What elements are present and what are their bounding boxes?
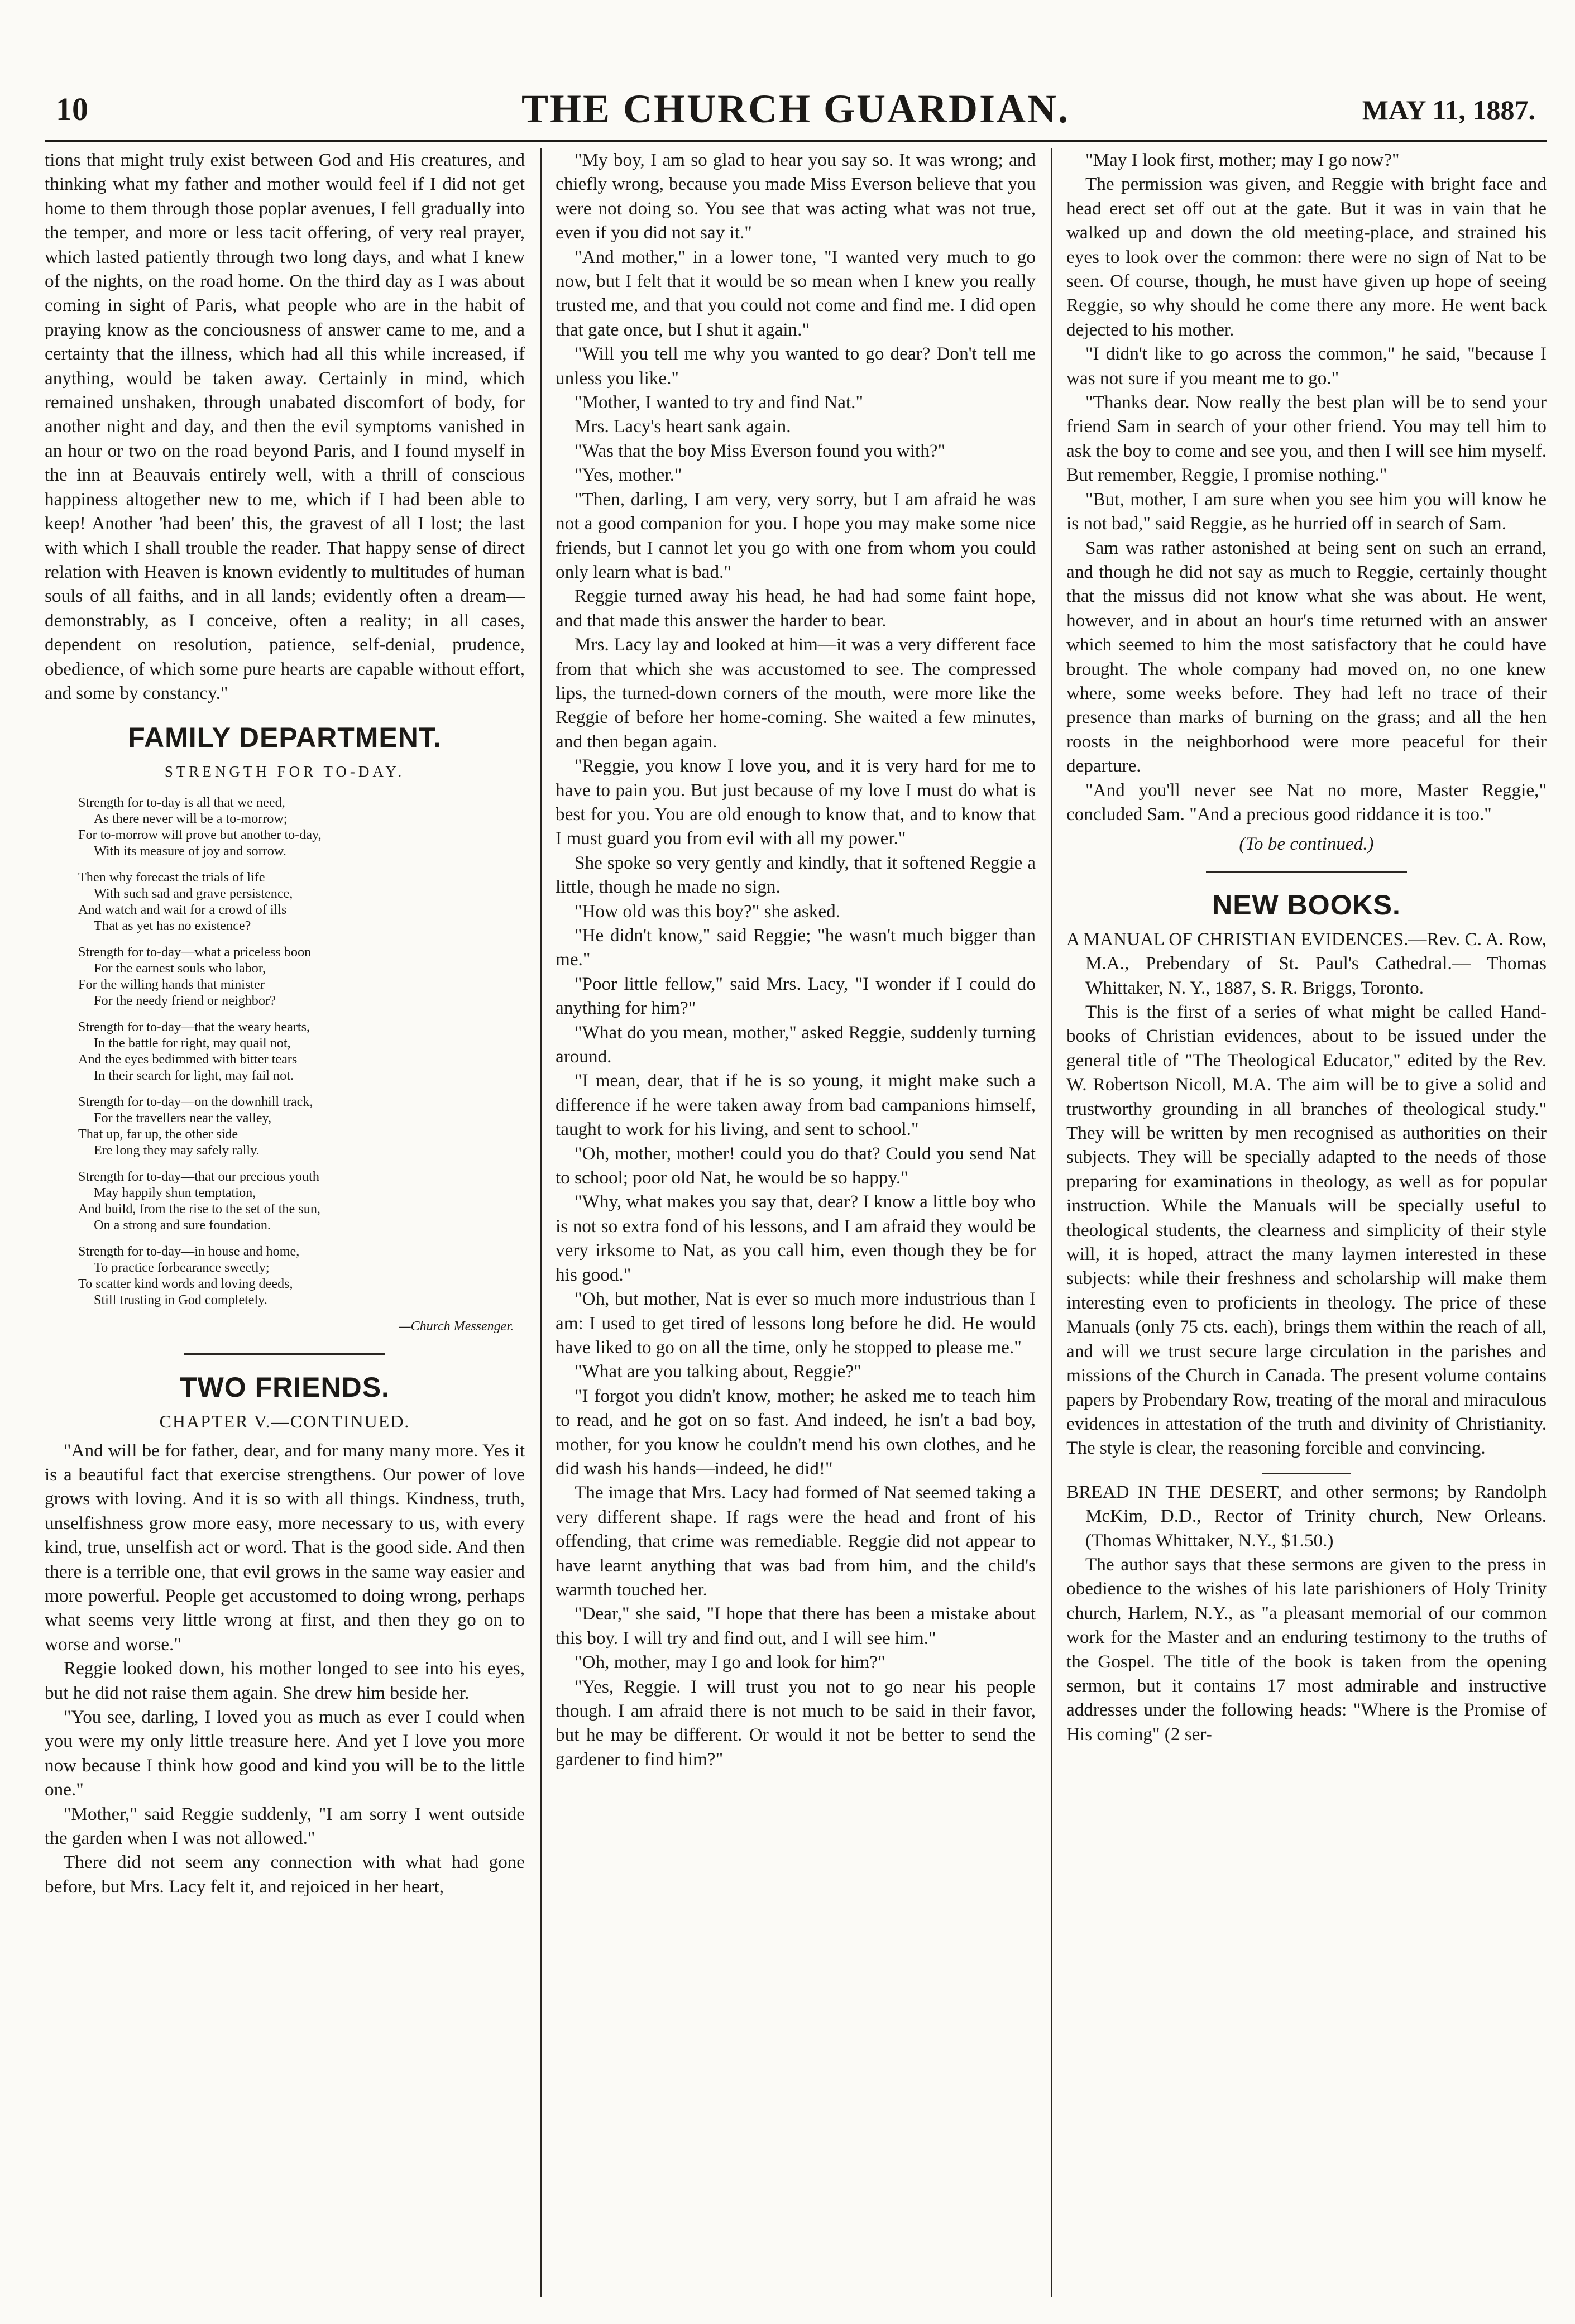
- story-paragraph: "What do you mean, mother," asked Reggie, suddenly turning around.: [556, 1022, 1036, 1067]
- poem-line: With its measure of joy and sorrow.: [94, 843, 286, 859]
- section-title-books: NEW BOOKS.: [1212, 889, 1401, 921]
- newspaper-page: [45, 78, 1547, 2306]
- book-entry: [1066, 1480, 1547, 1552]
- poem-line: Still trusting in God completely.: [94, 1292, 267, 1307]
- column-rule: [540, 148, 542, 2297]
- story-paragraph: "And you'll never see Nat no more, Master Reggie," concluded Sam. "And a precious good riddance it is too.": [1066, 779, 1547, 825]
- story-paragraph: "But, mother, I am sure when you see him you will know he is not bad," said Reggie, as he hurried off in search of Sam.: [1066, 488, 1547, 534]
- story-paragraph: "Will you tell me why you wanted to go dear? Don't tell me unless you like.": [556, 343, 1036, 389]
- story-paragraph: "Yes, Reggie. I will trust you not to go near his people though. I am afraid there is not much to be said in their favor, but he may be different. Or would it not be better to send the gardener to find him?": [556, 1676, 1036, 1770]
- article-paragraph: tions that might truly exist between God and His creatures, and thinking what my father and mother would feel if I did not get home to them through those poplar avenues, I fell gradually into the temper, and more or less tacit offering, of very real prayer, which lasted patiently through two long days, and what I knew of the nights, on the road home. On the third day as I was about coming in sight of Paris, what people who are in the habit of praying know as the conciousness of answer came to me, and a certainty that the illness, which had all this while increased, if anything, would be taken away. Certainly in mind, which remained unshaken, through unabated discomfort of body, for another night and day, and then the evil symptoms vanished in an hour or two on the road beyond Paris, and I found myself in the inn at Beauvais entirely well, with a thrill of conscious happiness altogether new to me, which if I had been able to keep! Another 'had been' this, the gravest of all I lost; the last with which I shall trouble the reader. That happy sense of direct relation with Heaven is known evidently to multitudes of human souls of all faiths, and in all lands; evidently often a dream—demonstrably, as I conceive, often a reality; in all cases, dependent on resolution, patience, self-denial, prudence, obedience, of which some pure hearts are capable without effort, and some by constancy.": [45, 150, 525, 703]
- poem-title: STRENGTH FOR TO-DAY.: [164, 763, 405, 780]
- story-paragraph: "May I look first, mother; may I go now?": [1085, 150, 1400, 170]
- story-paragraph: "Then, darling, I am very, very sorry, but I am afraid he was not a good companion for you. I hope you may make some nice friends, but I cannot let you go with one from whom you could only learn what is bad.": [556, 488, 1036, 582]
- story-paragraph: She spoke so very gently and kindly, that it softened Reggie a little, though he made no sign.: [556, 852, 1036, 898]
- story-paragraph: "Dear," she said, "I hope that there has been a mistake about this boy. I will try and find out, and I will see him.": [556, 1603, 1036, 1649]
- story-paragraph: "I didn't like to go across the common," he said, "because I was not sure if you meant me to go.": [1066, 343, 1547, 389]
- story-paragraph: "Poor little fellow," said Mrs. Lacy, "I wonder if I could do anything for him?": [556, 973, 1036, 1019]
- poem-line: And the eyes bedimmed with bitter tears: [78, 1051, 298, 1067]
- poem-line: Then why forecast the trials of life: [78, 869, 265, 885]
- issue-date: MAY 11, 1887.: [1362, 94, 1535, 126]
- poem-stanza: [78, 1243, 525, 1308]
- column-2: [556, 148, 1036, 2303]
- story-title: TWO FRIENDS.: [180, 1372, 390, 1403]
- story-paragraph: "He didn't know," said Reggie; "he wasn't much bigger than me.": [556, 925, 1036, 970]
- story-paragraph: "Mother, I wanted to try and find Nat.": [575, 392, 863, 413]
- book-review: This is the first of a series of what might be called Hand-books of Christian evidences, about to be issued under the general title of "The Theological Educator," edited by the Rev. W. Robertson Nicoll, M.A. The aim will be to give a solid and trustworthy grounding in all branches of theological study." They will be written by men recognised as authorities on their subjects. They will be specially adapted to the needs of those preparing for examinations in theology, as well as for popular instruction. While the Manuals will be specially useful to theological students, the clearness and simplicity of their style will, it is hoped, attract the many laymen interested in these subjects: while their freshness and scholarship will make them interesting even to proficients in theology. The price of these Manuals (only 75 cts. each), brings them within the reach of all, and will we trust secure large circulation in the parishes and missions of the Church in Canada. The present volume contains papers by Probendary Row, treating of the moral and miraculous evidences in attestation of the truth and divinity of Christianity. The style is clear, the reasoning forcible and convincing.: [1066, 1002, 1547, 1459]
- story-paragraph: "Was that the boy Miss Everson found you with?": [575, 440, 946, 461]
- story-paragraph: "I mean, dear, that if he is so young, it might make such a difference if he were taken away from bad campanions himself, taught to work for his living, and sent to school.": [556, 1070, 1036, 1140]
- poem-stanza: [78, 794, 525, 859]
- story-paragraph: "My boy, I am so glad to hear you say so. It was wrong; and chiefly wrong, because you made Miss Everson believe that you were not doing so. You see that was acting what was not true, even if you did not say it.": [556, 150, 1036, 243]
- story-paragraph: "How old was this boy?" she asked.: [575, 900, 840, 922]
- poem-line: For the willing hands that minister: [78, 976, 265, 992]
- story-paragraph: "I forgot you didn't know, mother; he asked me to teach him to read, and he got on so fast. And indeed, he isn't a bad boy, mother, for you know he couldn't mend his own clothes, and he did wash his hands—indeed, he did!": [556, 1385, 1036, 1479]
- poem-line: In their search for light, may fail not.: [94, 1067, 294, 1083]
- story-paragraph: "Why, what makes you say that, dear? I know a little boy who is not so extra fond of his lessons, and I am afraid they would be very irksome to Nat, as you call him, even though they be for his good.": [556, 1191, 1036, 1285]
- book-entry: [1066, 927, 1547, 1000]
- poem-line: Ere long they may safely rally.: [94, 1142, 260, 1158]
- poem-line: Strength for to-day—in house and home,: [78, 1243, 300, 1259]
- poem-line: And build, from the rise to the set of the sun,: [78, 1201, 320, 1216]
- poem-line: And watch and wait for a crowd of ills: [78, 902, 287, 917]
- poem-line: That up, far up, the other side: [78, 1126, 238, 1142]
- story-paragraph: Mrs. Lacy lay and looked at him—it was a very different face from that which she was accustomed to see. The compressed lips, the turned-down corners of the mouth, were more like the Reggie of before her home-coming. She waited a few minutes, and then began again.: [556, 634, 1036, 752]
- poem-line: As there never will be a to-morrow;: [94, 811, 288, 826]
- story-paragraph: "Oh, mother, mother! could you do that? Could you send Nat to school; poor old Nat, he would be so happy.": [556, 1143, 1036, 1189]
- story-paragraph: "You see, darling, I loved you as much as ever I could when you were my only little treasure here. And yet I love you more now because I think how good and kind you will be to the little one.": [45, 1707, 525, 1800]
- book-title: BREAD IN THE DESERT,: [1066, 1481, 1282, 1502]
- columns: [45, 148, 1547, 2303]
- poem-line: For to-morrow will prove but another to-day,: [78, 827, 322, 842]
- newspaper-title: THE CHURCH GUARDIAN.: [521, 87, 1070, 131]
- story-paragraph: "What are you talking about, Reggie?": [575, 1361, 861, 1382]
- poem: [78, 794, 525, 1308]
- story-paragraph: "Reggie, you know I love you, and it is very hard for me to have to pain you. But just because of my love I must do what is best for you. You are old enough to know that, and to know that I must guard you from evil with all my power.": [556, 755, 1036, 849]
- poem-line: Strength for to-day—that our precious youth: [78, 1168, 319, 1184]
- column-1: [45, 148, 525, 2303]
- divider: [1262, 1473, 1351, 1474]
- poem-line: For the needy friend or neighbor?: [94, 993, 276, 1008]
- story-paragraph: The permission was given, and Reggie with bright face and head erect set off out at the gate. But it was in vain that he walked up and down the old meeting-place, and strained his eyes to look over the common: there were no sign of Nat to be seen. Of course, though, he must have given up hope of seeing Reggie, so why should he come there any more. He went back dejected to his mother.: [1066, 174, 1547, 340]
- story-paragraph: Mrs. Lacy's heart sank again.: [575, 416, 791, 437]
- poem-stanza: [78, 869, 525, 934]
- book-info: —Rev. C. A. Row, M.A., Prebendary of St. Paul's Cathedral.— Thomas Whittaker, N. Y., 1887, S. R. Briggs, Toronto.: [1085, 928, 1547, 998]
- poem-line: For the travellers near the valley,: [94, 1110, 272, 1125]
- story-paragraph: Reggie looked down, his mother longed to see into his eyes, but he did not raise them again. She drew him beside her.: [45, 1658, 525, 1703]
- book-review: The author says that these sermons are given to the press in obedience to the wishes of his late parishioners of Holy Trinity church, Harlem, N.Y., as "a pleasant memorial of our common work for the Master and an enduring testimony to the truths of the Gospel. The title of the book is taken from the opening sermon, but it contains 17 most admirable and instructive addresses under the following heads: "Where is the Promise of His coming" (2 ser-: [1066, 1554, 1547, 1745]
- story-paragraph: "Oh, mother, may I go and look for him?": [575, 1652, 885, 1673]
- story-paragraph: Sam was rather astonished at being sent on such an errand, and though he did not say as much to Reggie, certainly thought that the missus did not know what she was about. He went, however, and in about an hour's time returned with an answer which seemed to him the most satisfactory that he could have brought. The whole company had moved on, no one knew where, some weeks before. They had left no trace of their presence than marks of burning on the grass; and all the hen roosts in the neighborhood were more peaceful for their departure.: [1066, 537, 1547, 777]
- story-paragraph: "Oh, but mother, Nat is ever so much more industrious than I am: I used to get tired of lessons long before he did. He would have liked to go on all the time, only he stopped to please me.": [556, 1288, 1036, 1358]
- story-paragraph: Reggie turned away his head, he had had some faint hope, and that made this answer the harder to bear.: [556, 586, 1036, 631]
- poem-stanza: [78, 944, 525, 1009]
- story-paragraph: "And mother," in a lower tone, "I wanted very much to go now, but I felt that it would be so mean when I knew you really trusted me, and that you could not come and find me. I did open that gate once, but I shut it again.": [556, 246, 1036, 340]
- page-number: 10: [56, 91, 88, 127]
- poem-line: Strength for to-day—that the weary hearts,: [78, 1019, 310, 1034]
- poem-stanza: [78, 1094, 525, 1158]
- poem-line: Strength for to-day—on the downhill track,: [78, 1094, 313, 1109]
- divider: [184, 1353, 385, 1355]
- column-3: [1066, 148, 1547, 2303]
- story-paragraph: There did not seem any connection with what had gone before, but Mrs. Lacy felt it, and rejoiced in her heart,: [45, 1852, 525, 1897]
- section-title-family: FAMILY DEPARTMENT.: [128, 722, 442, 754]
- poem-stanza: [78, 1168, 525, 1233]
- column-rule: [1051, 148, 1052, 2297]
- poem-stanza: [78, 1019, 525, 1084]
- poem-line: With such sad and grave persistence,: [94, 885, 293, 901]
- to-be-continued: (To be continued.): [1239, 833, 1374, 855]
- divider: [1206, 871, 1407, 873]
- book-title: A MANUAL OF CHRISTIAN EVIDENCES.: [1066, 928, 1409, 950]
- poem-line: May happily shun temptation,: [94, 1185, 256, 1200]
- poem-line: In the battle for right, may quail not,: [94, 1035, 291, 1051]
- poem-line: That as yet has no existence?: [94, 918, 251, 933]
- poem-line: Strength for to-day is all that we need,: [78, 794, 285, 810]
- poem-line: For the earnest souls who labor,: [94, 960, 266, 976]
- poem-source: —Church Messenger.: [399, 1319, 514, 1334]
- poem-line: To scatter kind words and loving deeds,: [78, 1276, 293, 1291]
- chapter-heading: CHAPTER V.—CONTINUED.: [159, 1411, 410, 1432]
- story-paragraph: "Yes, mother.": [575, 464, 682, 486]
- story-paragraph: "And will be for father, dear, and for many many more. Yes it is a beautiful fact that exercise strengthens. Our power of love grows with loving. And it is so with all things. Kindness, truth, unselfishness grow more easy, more necessary to us, with every kind, true, unselfish act or word. That is the good side. And then there is a terrible one, that evil grows in the same way easier and more powerful. People get accustomed to doing wrong, perhaps what seems very little wrong at first, and then they go on to worse and worse.": [45, 1440, 525, 1655]
- story-paragraph: "Thanks dear. Now really the best plan will be to send your friend Sam in search of your other friend. You may tell him to ask the boy to come and see you, and then I will see him myself. But remember, Reggie, I promise nothing.": [1066, 392, 1547, 486]
- book-info: and other sermons; by Randolph McKim, D.D., Rector of Trinity church, New Orleans. (Thomas Whittaker, N.Y., $1.50.): [1085, 1481, 1547, 1551]
- story-paragraph: The image that Mrs. Lacy had formed of Nat seemed taking a very different shape. If rags were the head and front of his offending, that crime was remediable. Reggie did not appear to have learnt anything that was bad from him, and the child's warmth touched her.: [556, 1482, 1036, 1600]
- page-header: [45, 78, 1547, 142]
- story-paragraph: "Mother," said Reggie suddenly, "I am sorry I went outside the garden when I was not allowed.": [45, 1803, 525, 1849]
- poem-line: Strength for to-day—what a priceless boon: [78, 944, 312, 960]
- poem-line: On a strong and sure foundation.: [94, 1217, 271, 1233]
- poem-line: To practice forbearance sweetly;: [94, 1259, 270, 1275]
